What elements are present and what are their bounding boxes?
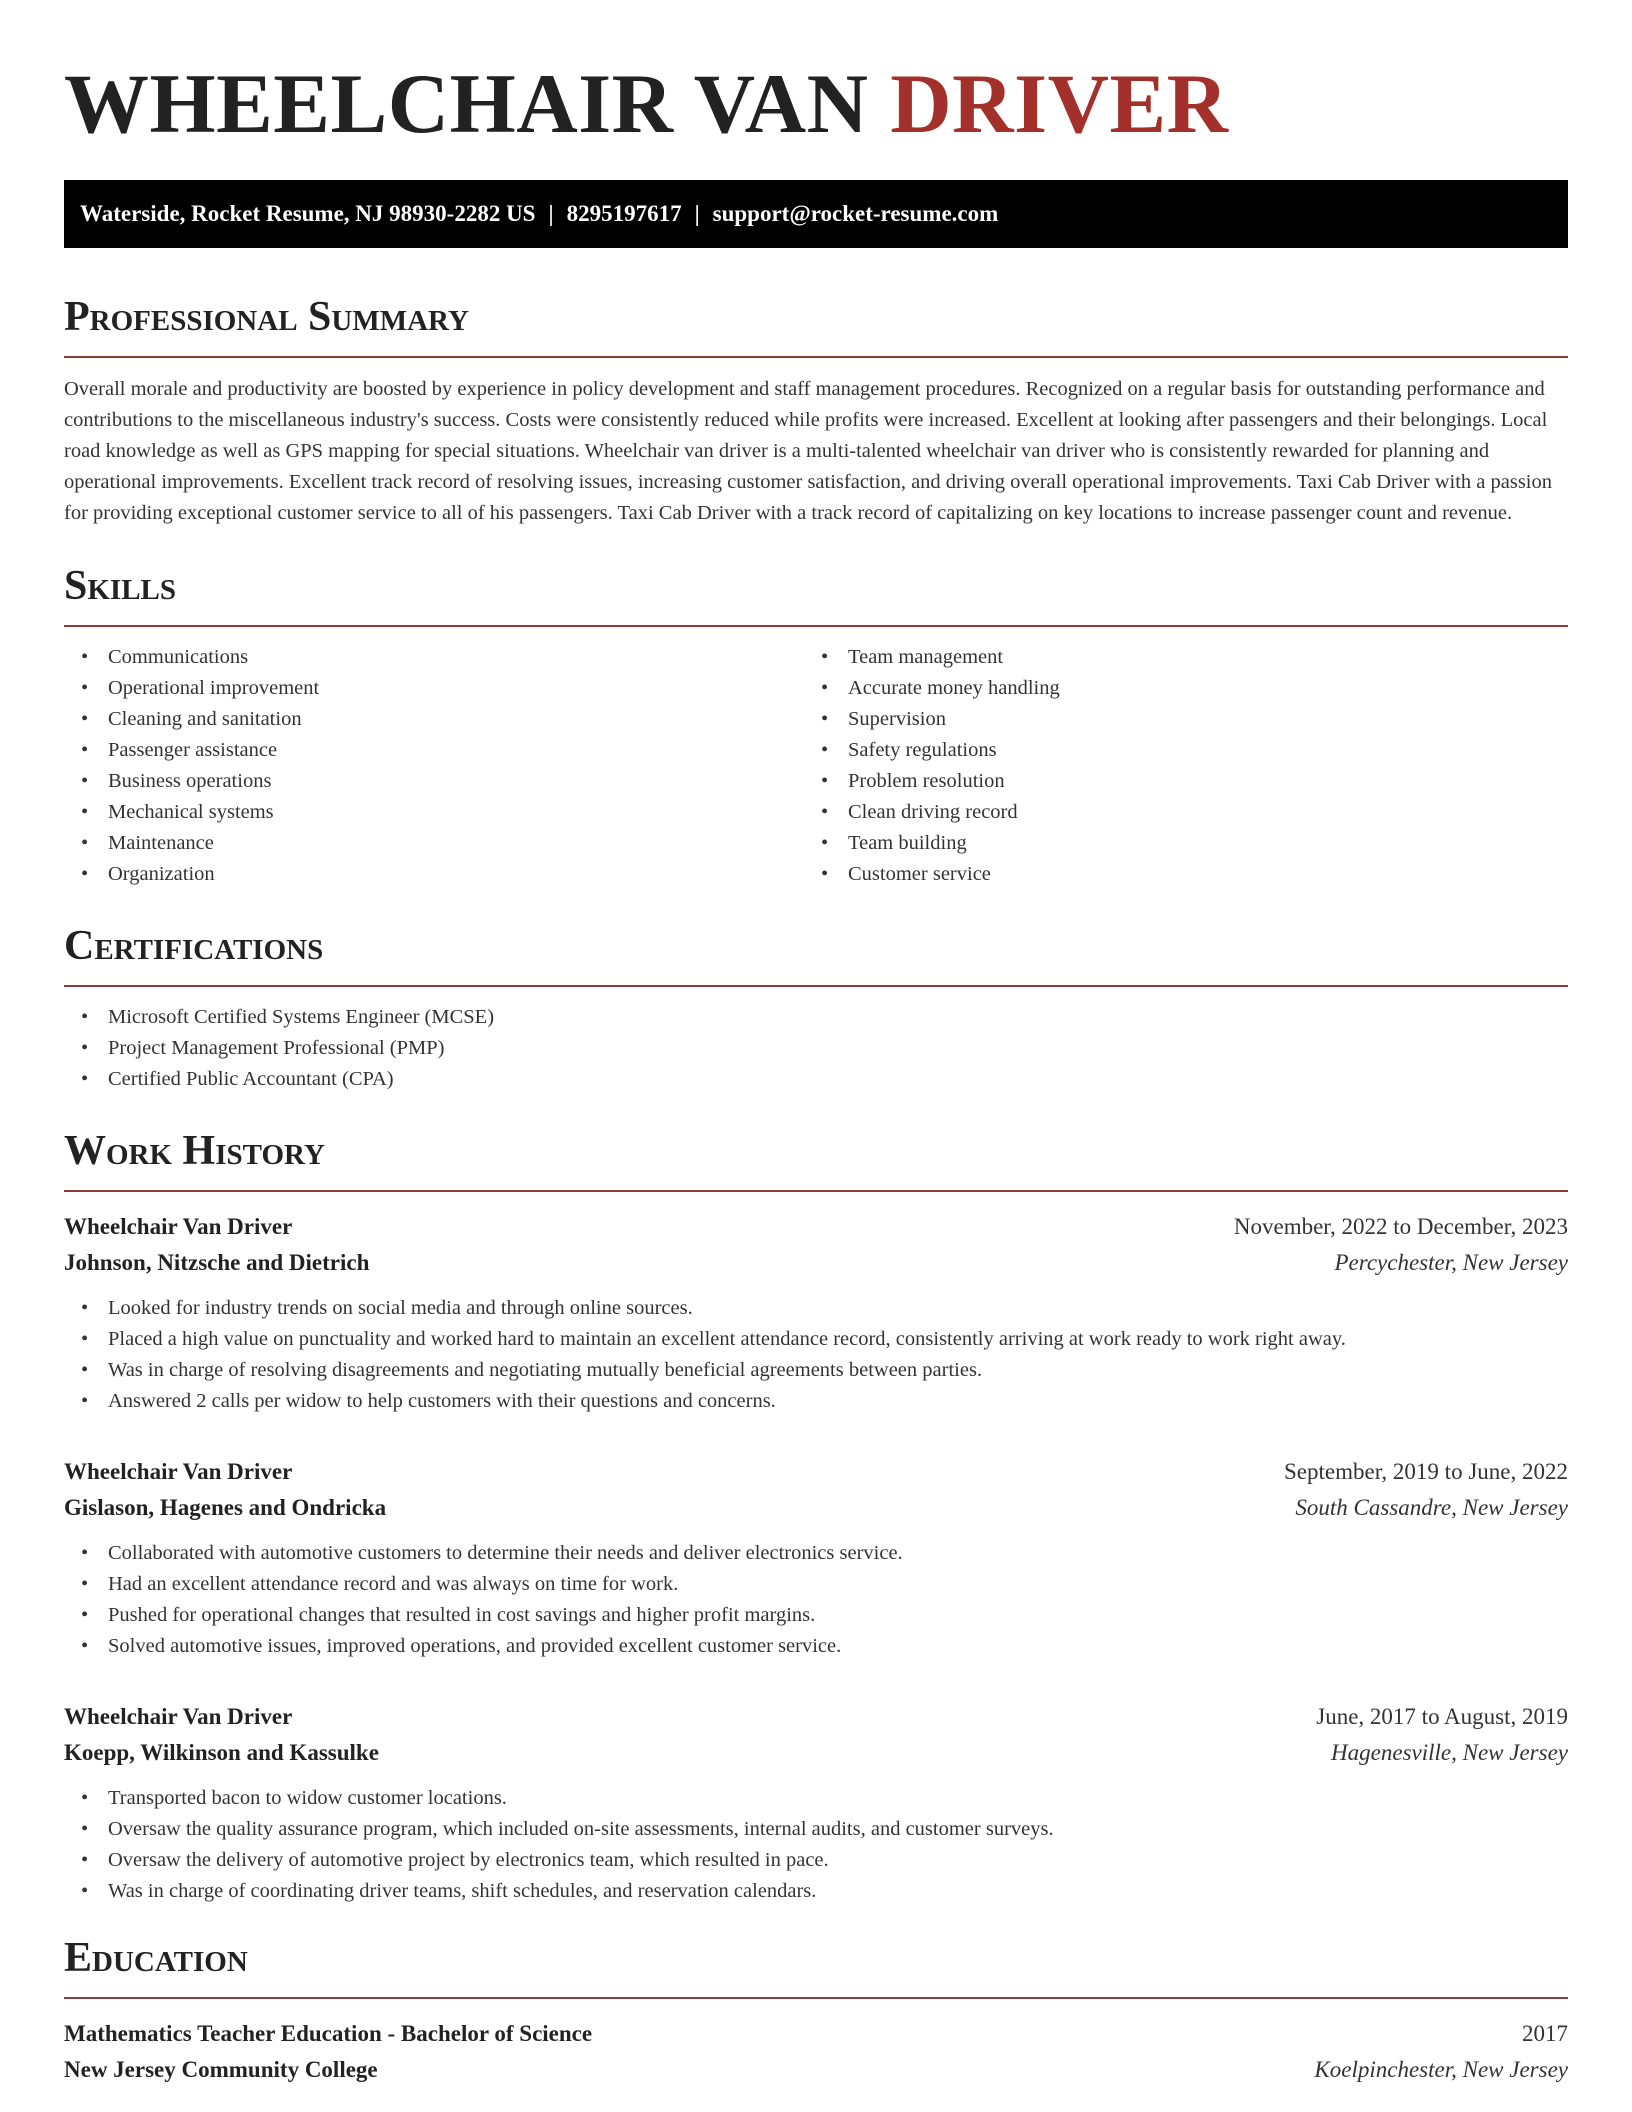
job-title: Wheelchair Van Driver: [64, 1214, 293, 1239]
job-bullet: • Was in charge of coordinating driver teams, shift schedules, and reservation calendars.: [64, 1876, 1568, 1907]
job-location: South Cassandre, New Jersey: [1295, 1495, 1568, 1520]
certification-item: • Microsoft Certified Systems Engineer (MCSE): [64, 1002, 1568, 1033]
contact-address: Waterside, Rocket Resume, NJ 98930-2282 US: [80, 201, 536, 226]
summary-section: [64, 290, 1568, 529]
work-history-section: [64, 1124, 1568, 1907]
section-title-certifications: Certifications: [64, 923, 324, 969]
skill-item: • Maintenance: [64, 828, 804, 859]
skill-item: • Communications: [64, 642, 804, 673]
job-company: Johnson, Nitzsche and Dietrich: [64, 1250, 370, 1275]
job-header-row: [64, 1209, 1568, 1245]
job-location: Hagenesville, New Jersey: [1331, 1740, 1568, 1765]
section-divider: [64, 985, 1568, 987]
section-title-work: Work History: [64, 1128, 325, 1174]
skill-item: • Organization: [64, 859, 804, 890]
skill-item: • Team management: [804, 642, 1544, 673]
skill-item: • Supervision: [804, 704, 1544, 735]
education-header-row: [64, 2016, 1568, 2052]
job-subheader-row: [64, 1735, 1568, 1771]
job-bullet: • Was in charge of resolving disagreements and negotiating mutually beneficial agreements between parties.: [64, 1355, 1568, 1386]
job-bullet: • Had an excellent attendance record and was always on time for work.: [64, 1569, 1568, 1600]
job-dates: September, 2019 to June, 2022: [1284, 1459, 1568, 1484]
section-divider: [64, 625, 1568, 627]
job-entry: [64, 1209, 1568, 1417]
section-title-skills: Skills: [64, 563, 177, 609]
skill-item: • Safety regulations: [804, 735, 1544, 766]
skill-item: • Team building: [804, 828, 1544, 859]
skills-left-list: [64, 642, 804, 890]
job-bullet: • Solved automotive issues, improved operations, and provided excellent customer service.: [64, 1631, 1568, 1662]
contact-separator: |: [548, 201, 554, 226]
job-company: Gislason, Hagenes and Ondricka: [64, 1495, 387, 1520]
skill-item: • Accurate money handling: [804, 673, 1544, 704]
section-divider: [64, 356, 1568, 358]
job-entry: [64, 1454, 1568, 1662]
job-bullet-list: [64, 1783, 1568, 1907]
job-bullet: • Collaborated with automotive customers to determine their needs and deliver electronics service.: [64, 1538, 1568, 1569]
job-dates: November, 2022 to December, 2023: [1233, 1214, 1568, 1239]
contact-phone: 8295197617: [566, 201, 682, 226]
job-title: Wheelchair Van Driver: [64, 1459, 293, 1484]
section-divider: [64, 1997, 1568, 1999]
education-school: New Jersey Community College: [64, 2057, 378, 2082]
education-subheader-row: [64, 2052, 1568, 2088]
job-header-row: [64, 1454, 1568, 1490]
job-bullet-list: [64, 1293, 1568, 1417]
skills-right-list: [804, 642, 1544, 890]
candidate-name: [64, 0, 1568, 154]
summary-text: Overall morale and productivity are boosted by experience in policy development and staff management procedures. Recognized on a regular basis for outstanding performance and contributions to the miscellaneous industry's success. Costs were consistently reduced while profits were increased. Excellent at looking after passengers and their belongings. Local road knowledge as well as GPS mapping for special situations. Wheelchair van driver is a multi-talented wheelchair van driver who is consistently rewarded for planning and operational improvements. Excellent track record of resolving issues, increasing customer satisfaction, and driving overall operational improvements. Taxi Cab Driver with a passion for providing exceptional customer service to all of his passengers. Taxi Cab Driver with a track record of capitalizing on key locations to increase passenger count and revenue.: [64, 378, 1553, 524]
job-bullet: • Looked for industry trends on social media and through online sources.: [64, 1293, 1568, 1324]
job-bullet-list: [64, 1538, 1568, 1662]
education-year: 2017: [1522, 2021, 1568, 2046]
job-bullet: • Oversaw the delivery of automotive project by electronics team, which resulted in pace.: [64, 1845, 1568, 1876]
section-title-summary: Professional Summary: [64, 294, 469, 340]
skill-item: • Customer service: [804, 859, 1544, 890]
job-header-row: [64, 1699, 1568, 1735]
education-section: [64, 1931, 1568, 2088]
name-accent: DRIVER: [890, 57, 1229, 151]
certifications-list: [64, 1002, 1568, 1095]
certification-item: • Project Management Professional (PMP): [64, 1033, 1568, 1064]
job-bullet: • Oversaw the quality assurance program, which included on-site assessments, internal audits, and customer surveys.: [64, 1814, 1568, 1845]
job-bullet: • Placed a high value on punctuality and worked hard to maintain an excellent attendance record, consistently arriving at work ready to work right away.: [64, 1324, 1568, 1355]
job-bullet: • Transported bacon to widow customer locations.: [64, 1783, 1568, 1814]
skill-item: • Clean driving record: [804, 797, 1544, 828]
skill-item: • Mechanical systems: [64, 797, 804, 828]
job-bullet: • Pushed for operational changes that resulted in cost savings and higher profit margins.: [64, 1600, 1568, 1631]
skill-item: • Problem resolution: [804, 766, 1544, 797]
skills-section: [64, 559, 1568, 890]
job-company: Koepp, Wilkinson and Kassulke: [64, 1740, 379, 1765]
skill-item: • Passenger assistance: [64, 735, 804, 766]
job-bullet: • Answered 2 calls per widow to help customers with their questions and concerns.: [64, 1386, 1568, 1417]
skill-item: • Business operations: [64, 766, 804, 797]
name-main: WHEELCHAIR VAN: [64, 57, 869, 151]
certification-item: • Certified Public Accountant (CPA): [64, 1064, 1568, 1095]
education-entry: [64, 2016, 1568, 2088]
certifications-section: [64, 919, 1568, 1095]
job-location: Percychester, New Jersey: [1334, 1250, 1568, 1275]
skill-item: • Operational improvement: [64, 673, 804, 704]
skills-grid: [64, 642, 1568, 890]
section-divider: [64, 1190, 1568, 1192]
contact-bar: [64, 180, 1568, 248]
job-dates: June, 2017 to August, 2019: [1316, 1704, 1568, 1729]
contact-email: support@rocket-resume.com: [712, 201, 999, 226]
education-location: Koelpinchester, New Jersey: [1314, 2057, 1568, 2082]
job-subheader-row: [64, 1245, 1568, 1281]
education-degree: Mathematics Teacher Education - Bachelor of Science: [64, 2021, 593, 2046]
skill-item: • Cleaning and sanitation: [64, 704, 804, 735]
job-entry: [64, 1699, 1568, 1907]
job-subheader-row: [64, 1490, 1568, 1526]
contact-separator: |: [694, 201, 700, 226]
section-title-education: Education: [64, 1935, 248, 1981]
job-title: Wheelchair Van Driver: [64, 1704, 293, 1729]
